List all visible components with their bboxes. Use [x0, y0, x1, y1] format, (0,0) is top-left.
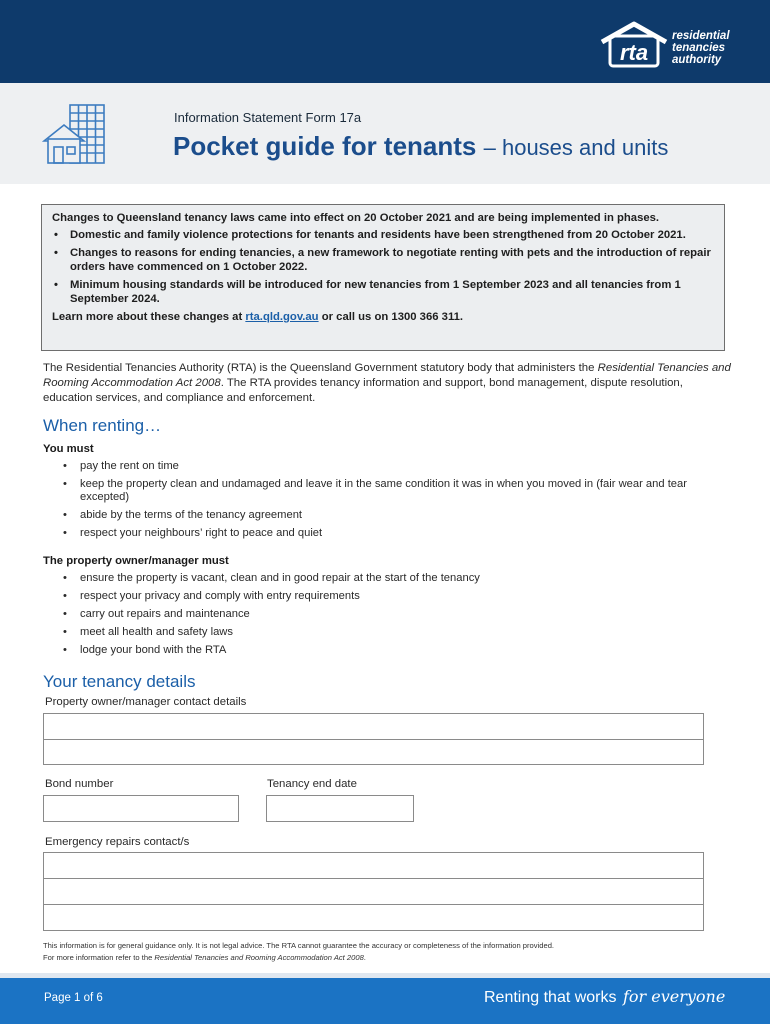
list-item: • meet all health and safety laws — [62, 626, 702, 639]
field-line — [44, 879, 703, 905]
list-item: • respect your privacy and comply with entry requirements — [62, 590, 702, 603]
rta-logo — [598, 20, 748, 72]
bond-number-label: Bond number — [45, 778, 114, 790]
intro-text: . The RTA provides tenancy information and support, bond management, dispute resolution, education services, and compliance and enforcement. — [43, 376, 683, 404]
logo-line: residential — [672, 30, 730, 42]
act-name: Residential Tenancies and Rooming Accommodation Act 2008 — [43, 362, 731, 389]
field-line — [44, 714, 703, 740]
logo-mark-text: rta — [619, 40, 649, 65]
owner-contact-field[interactable] — [43, 713, 704, 765]
page-number: Page 1 of 6 — [44, 992, 103, 1004]
disclaimer-text: For more information refer to the — [43, 952, 155, 962]
notice-heading: Changes to Queensland tenancy laws came into effect on 20 October 2021 and are being implemented in phases. — [52, 212, 660, 224]
learn-more-prefix: Learn more about these changes at — [52, 311, 246, 323]
logo-line: tenancies — [672, 42, 726, 54]
learn-more-suffix: or call us on 1300 366 311. — [318, 311, 464, 323]
disclaimer-line: This information is for general guidance only. It is not legal advice. The RTA cannot guarantee the accuracy or completeness of the information provided. — [43, 941, 555, 950]
title-sub: – houses and units — [483, 135, 669, 160]
section-heading-when-renting: When renting… — [43, 416, 162, 435]
top-banner — [0, 0, 770, 83]
footer — [0, 973, 770, 1024]
learn-more-line — [52, 311, 714, 325]
logo-wordmark — [672, 30, 730, 66]
notice-list — [52, 229, 714, 307]
list-item: • Minimum housing standards will be introduced for new tenancies from 1 September 2023 and all tenancies from 1 September 2024. — [52, 279, 714, 306]
tagline-script: for everyone — [622, 987, 726, 1006]
list-item: • Domestic and family violence protections for tenants and residents have been strengthened from 20 October 2021. — [52, 229, 714, 243]
section-heading-tenancy-details: Your tenancy details — [43, 672, 196, 691]
list-item: • lodge your bond with the RTA — [62, 644, 702, 657]
owner-must-heading: The property owner/manager must — [43, 555, 229, 567]
rta-website-link[interactable]: rta.qld.gov.au — [245, 311, 319, 323]
list-item: • ensure the property is vacant, clean and in good repair at the start of the tenancy — [62, 572, 702, 585]
owner-contact-label: Property owner/manager contact details — [45, 696, 247, 708]
tenancy-end-date-field[interactable] — [266, 795, 414, 822]
page-title — [173, 131, 668, 162]
tagline-text: Renting that works — [484, 989, 617, 1006]
field-line — [44, 853, 703, 879]
act-name: Residential Tenancies and Rooming Accommodation Act 2008 — [154, 952, 364, 962]
you-must-list — [62, 460, 702, 545]
owner-must-list — [62, 572, 702, 662]
disclaimer-text: . — [363, 952, 366, 962]
law-changes-notice — [41, 204, 725, 351]
tenancy-end-date-label: Tenancy end date — [267, 778, 357, 790]
intro-text: The Residential Tenancies Authority (RTA) is the Queensland Government statutory body that administers the — [43, 362, 598, 374]
you-must-heading: You must — [43, 443, 94, 455]
disclaimer — [43, 940, 733, 963]
house-logo-icon — [598, 20, 670, 72]
list-item: • keep the property clean and undamaged and leave it in the same condition it was in when you moved in (fair wear and tear excepted) — [62, 478, 702, 504]
title-band — [0, 83, 770, 184]
form-name: Information Statement Form 17a — [174, 110, 362, 125]
footer-tagline — [484, 987, 725, 1007]
disclaimer-line — [43, 952, 733, 964]
house-and-apartment-icon — [42, 103, 108, 165]
list-item: • respect your neighbours’ right to peace and quiet — [62, 527, 702, 540]
intro-paragraph — [43, 361, 733, 405]
emergency-repairs-label: Emergency repairs contact/s — [45, 836, 190, 848]
title-main: Pocket guide for tenants — [173, 131, 477, 161]
list-item: • pay the rent on time — [62, 460, 702, 473]
bond-number-field[interactable] — [43, 795, 239, 822]
list-item: • abide by the terms of the tenancy agreement — [62, 509, 702, 522]
logo-line: authority — [672, 54, 722, 66]
list-item: • Changes to reasons for ending tenancies, a new framework to negotiate renting with pets and the introduction of repair orders have commenced on 1 October 2022. — [52, 247, 714, 274]
list-item: • carry out repairs and maintenance — [62, 608, 702, 621]
emergency-repairs-field[interactable] — [43, 852, 704, 931]
